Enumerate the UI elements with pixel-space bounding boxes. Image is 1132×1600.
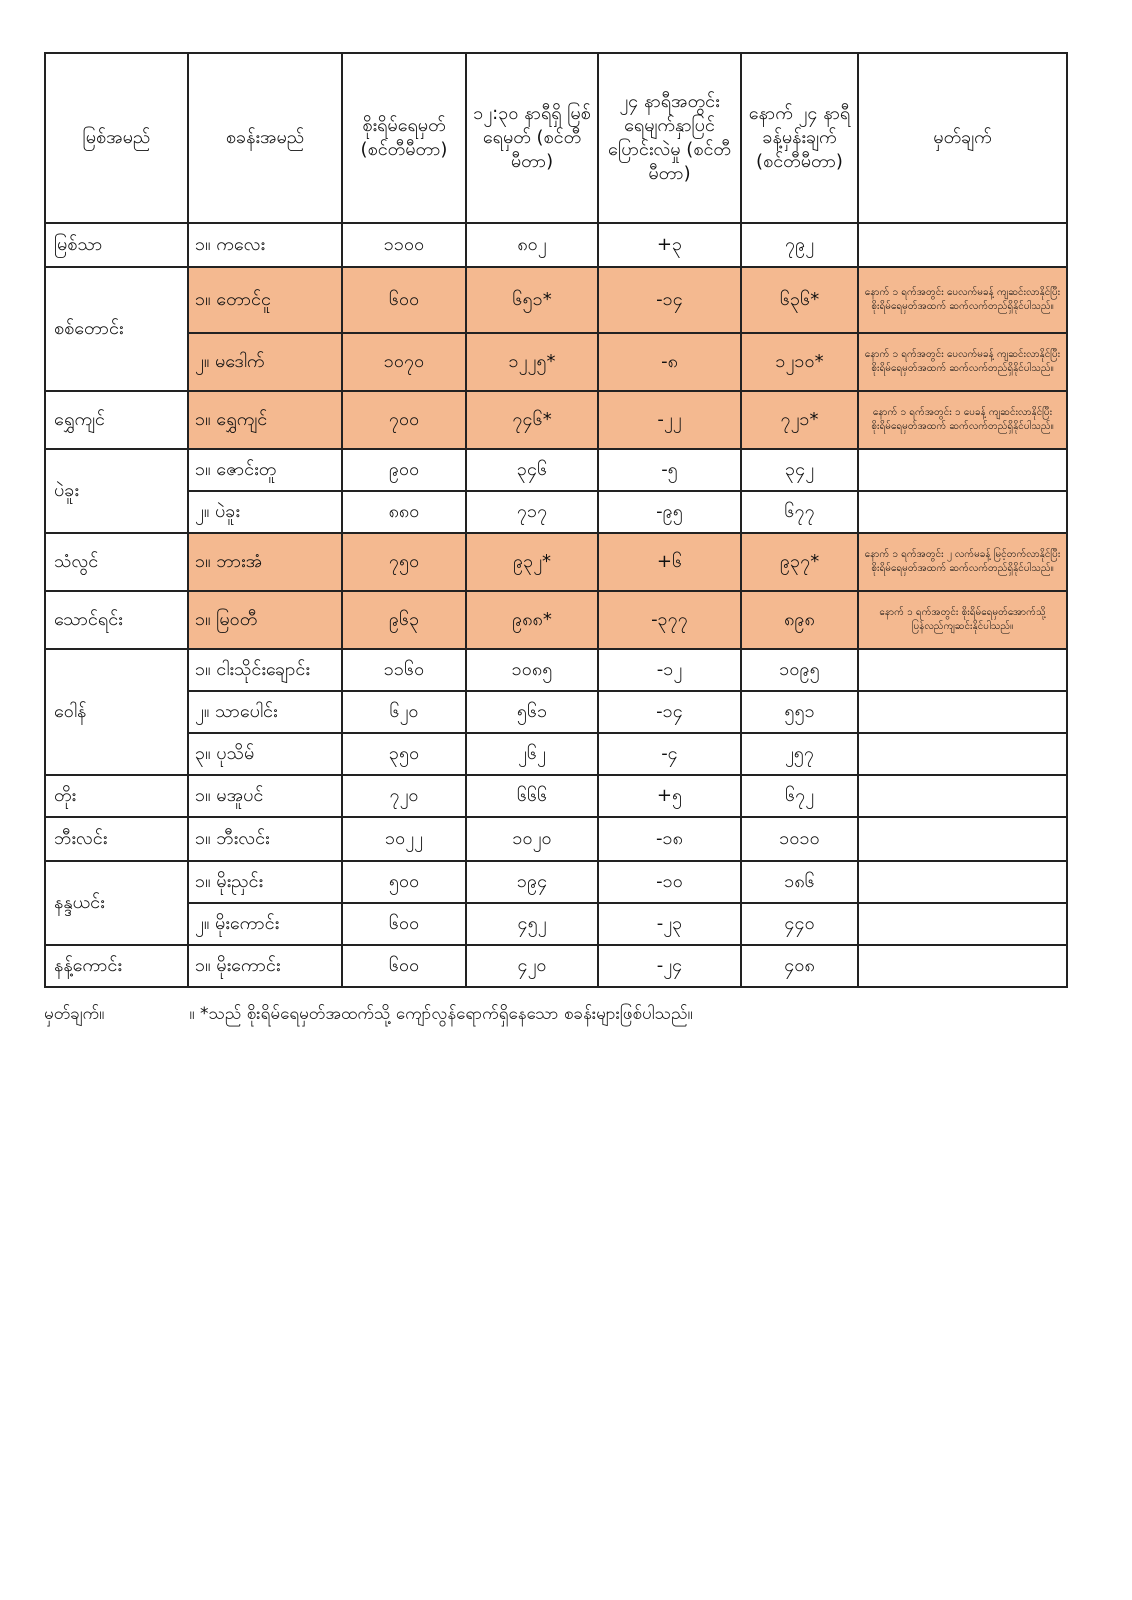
cell-danger-level: ၃၅၀ — [342, 733, 466, 775]
cell-24h-change: -၃၇၇ — [598, 591, 741, 649]
cell-forecast: ၁၈၆ — [741, 861, 858, 903]
cell-remarks — [858, 223, 1067, 267]
cell-current-level: ၁၉၄ — [466, 861, 598, 903]
cell-current-level: ၆၆၆ — [466, 775, 598, 817]
cell-24h-change: -၈ — [598, 333, 741, 391]
cell-danger-level: ၆၂၀ — [342, 691, 466, 733]
cell-remarks — [858, 449, 1067, 491]
cell-24h-change: -၂၃ — [598, 903, 741, 945]
cell-station: ၁။ ငါးသိုင်းချောင်း — [188, 649, 342, 691]
footnote-text: ။ *သည် စိုးရိမ်ရေမှတ်အထက်သို့ ကျော်လွန်ရောက်ရှိနေသော စခန်းများဖြစ်ပါသည်။ — [189, 1004, 693, 1024]
cell-forecast: ၄၀၈ — [741, 945, 858, 987]
cell-remarks — [858, 903, 1067, 945]
cell-current-level: ၉၃၂* — [466, 533, 598, 591]
table-row — [45, 945, 1067, 987]
cell-current-level: ၉၈၈* — [466, 591, 598, 649]
cell-danger-level: ၇၀၀ — [342, 391, 466, 449]
table-row — [45, 775, 1067, 817]
cell-danger-level: ၆၀၀ — [342, 945, 466, 987]
cell-station: ၃။ ပုသိမ် — [188, 733, 342, 775]
cell-current-level: ၁၂၂၅* — [466, 333, 598, 391]
cell-remarks: နောက် ၁ ရက်အတွင်း ပေ‌လက်မခန့် ကျဆင်းလာနိုင်ပြီး စိုးရိမ်ရေမှတ်အထက် ဆက်လက်တည်ရှိနိုင်ပါသည်။ — [858, 267, 1067, 333]
table-row — [45, 491, 1067, 533]
header-24h-change: ၂၄ နာရီအတွင်း ရေမျက်နှာပြင် ပြောင်းလဲမှု (စင်တီမီတာ) — [598, 53, 741, 223]
cell-forecast: ၁၀၁၀ — [741, 817, 858, 861]
cell-24h-change: -၅ — [598, 449, 741, 491]
cell-river: နန္ဒယင်း — [45, 861, 188, 945]
header-current-level: ၁၂:၃၀ နာရီရှိ မြစ်ရေမှတ် (စင်တီမီတာ) — [466, 53, 598, 223]
cell-station: ၁။ တောင်ငူ — [188, 267, 342, 333]
river-level-table — [44, 52, 1068, 988]
header-forecast: နောက် ၂၄ နာရီ ခန့်မှန်းချက် (စင်တီမီတာ) — [741, 53, 858, 223]
cell-remarks: နောက် ၁ ရက်အတွင်း ၂ လက်မခန့် မြင့်တက်လာနိုင်ပြီး စိုးရိမ်ရေမှတ်အထက် ဆက်လက်တည်ရှိနိုင်ပါသည်။ — [858, 533, 1067, 591]
cell-danger-level: ၇၂၀ — [342, 775, 466, 817]
cell-forecast: ၁၀၉၅ — [741, 649, 858, 691]
table-row — [45, 267, 1067, 333]
cell-24h-change: -၉၅ — [598, 491, 741, 533]
header-danger-level: စိုးရိမ်ရေမှတ် (စင်တီမီတာ) — [342, 53, 466, 223]
cell-24h-change: +၆ — [598, 533, 741, 591]
footnote-label: မှတ်ချက်။ — [44, 1004, 105, 1024]
cell-danger-level: ၁၀၂၂ — [342, 817, 466, 861]
cell-river: နန့်ကောင်း — [45, 945, 188, 987]
cell-forecast: ၆၇၂ — [741, 775, 858, 817]
cell-danger-level: ၅၀၀ — [342, 861, 466, 903]
cell-current-level: ၈၀၂ — [466, 223, 598, 267]
table-row — [45, 733, 1067, 775]
cell-24h-change: -၁၄ — [598, 691, 741, 733]
cell-24h-change: -၄ — [598, 733, 741, 775]
cell-station: ၁။ မိုးညှင်း — [188, 861, 342, 903]
cell-danger-level: ၆၀၀ — [342, 267, 466, 333]
cell-24h-change: -၁၈ — [598, 817, 741, 861]
cell-current-level: ၂၆၂ — [466, 733, 598, 775]
cell-river: မြစ်သာ — [45, 223, 188, 267]
cell-24h-change: -၁၀ — [598, 861, 741, 903]
table-body — [45, 223, 1067, 987]
cell-forecast: ၃၄၂ — [741, 449, 858, 491]
cell-current-level: ၃၄၆ — [466, 449, 598, 491]
header-row — [45, 53, 1067, 223]
cell-current-level: ၇၄၆* — [466, 391, 598, 449]
cell-forecast: ၆၃၆* — [741, 267, 858, 333]
cell-station: ၂။ ပဲခူး — [188, 491, 342, 533]
cell-station: ၂။ မိုးကောင်း — [188, 903, 342, 945]
header-station: စခန်းအမည် — [188, 53, 342, 223]
table-row — [45, 861, 1067, 903]
cell-forecast: ၅၅၁ — [741, 691, 858, 733]
table-row — [45, 449, 1067, 491]
cell-forecast: ၈၉၈ — [741, 591, 858, 649]
cell-forecast: ၂၅၇ — [741, 733, 858, 775]
footnote — [44, 1003, 693, 1028]
cell-forecast: ၇၂၁* — [741, 391, 858, 449]
cell-current-level: ၄၂၀ — [466, 945, 598, 987]
cell-remarks: နောက် ၁ ရက်အတွင်း ၁ ပေခန့် ကျဆင်းလာနိုင်ပြီး စိုးရိမ်ရေမှတ်အထက် ဆက်လက်တည်ရှိနိုင်ပါသည်။ — [858, 391, 1067, 449]
cell-current-level: ၆၅၁* — [466, 267, 598, 333]
cell-river: ရွှေကျင် — [45, 391, 188, 449]
cell-current-level: ၅၆၁ — [466, 691, 598, 733]
cell-river: စစ်တောင်း — [45, 267, 188, 391]
cell-station: ၁။ ဘားအံ — [188, 533, 342, 591]
cell-remarks — [858, 491, 1067, 533]
cell-danger-level: ၁၀၇၀ — [342, 333, 466, 391]
cell-current-level: ၁၀၈၅ — [466, 649, 598, 691]
cell-river: တိုး — [45, 775, 188, 817]
cell-river: သံလွင် — [45, 533, 188, 591]
cell-station: ၁။ ဘီးလင်း — [188, 817, 342, 861]
header-remarks: မှတ်ချက် — [858, 53, 1067, 223]
cell-24h-change: -၂၂ — [598, 391, 741, 449]
cell-danger-level: ၉၆၃ — [342, 591, 466, 649]
table-row — [45, 649, 1067, 691]
table-row — [45, 817, 1067, 861]
cell-24h-change: -၁၄ — [598, 267, 741, 333]
table-row — [45, 391, 1067, 449]
cell-remarks — [858, 775, 1067, 817]
cell-danger-level: ၆၀၀ — [342, 903, 466, 945]
cell-forecast: ၆၇၇ — [741, 491, 858, 533]
table-row — [45, 591, 1067, 649]
cell-forecast: ၁၂၁၀* — [741, 333, 858, 391]
cell-forecast: ၇၉၂ — [741, 223, 858, 267]
cell-station: ၁။ ကလေး — [188, 223, 342, 267]
cell-danger-level: ၁၁၆၀ — [342, 649, 466, 691]
cell-remarks — [858, 649, 1067, 691]
cell-24h-change: -၂၄ — [598, 945, 741, 987]
cell-station: ၂။ မဒေါက် — [188, 333, 342, 391]
cell-river: သောင်ရင်း — [45, 591, 188, 649]
cell-current-level: ၄၅၂ — [466, 903, 598, 945]
cell-river: ဘီးလင်း — [45, 817, 188, 861]
cell-station: ၁။ မိုးကောင်း — [188, 945, 342, 987]
cell-danger-level: ၉၀၀ — [342, 449, 466, 491]
cell-danger-level: ၈၈၀ — [342, 491, 466, 533]
table-row — [45, 533, 1067, 591]
cell-station: ၁။ မြဝတီ — [188, 591, 342, 649]
cell-remarks — [858, 861, 1067, 903]
cell-24h-change: +၅ — [598, 775, 741, 817]
cell-station: ၁။ ရွှေကျင် — [188, 391, 342, 449]
cell-station: ၂။ သာပေါင်း — [188, 691, 342, 733]
cell-remarks: နောက် ၁ ရက်အတွင်း ပေ‌လက်မခန့် ကျဆင်းလာနိုင်ပြီး စိုးရိမ်ရေမှတ်အထက် ဆက်လက်တည်ရှိနိုင်ပါသည်။ — [858, 333, 1067, 391]
cell-24h-change: +၃ — [598, 223, 741, 267]
cell-remarks — [858, 945, 1067, 987]
cell-remarks — [858, 817, 1067, 861]
cell-river: ပဲခူး — [45, 449, 188, 533]
cell-forecast: ၄၄၀ — [741, 903, 858, 945]
cell-remarks — [858, 733, 1067, 775]
cell-river: ဝေါန် — [45, 649, 188, 775]
cell-forecast: ၉၃၇* — [741, 533, 858, 591]
cell-station: ၁။ မအူပင် — [188, 775, 342, 817]
cell-current-level: ၇၁၇ — [466, 491, 598, 533]
cell-remarks: နောက် ၁ ရက်အတွင်း စိုးရိမ်ရေမှတ်အောက်သို့ ပြန်လည်ကျဆင်းနိုင်ပါသည်။ — [858, 591, 1067, 649]
table-row — [45, 333, 1067, 391]
cell-remarks — [858, 691, 1067, 733]
cell-current-level: ၁၀၂၀ — [466, 817, 598, 861]
table-row — [45, 903, 1067, 945]
cell-danger-level: ၁၁၀၀ — [342, 223, 466, 267]
cell-24h-change: -၁၂ — [598, 649, 741, 691]
cell-danger-level: ၇၅၀ — [342, 533, 466, 591]
cell-station: ၁။ ဇောင်းတူ — [188, 449, 342, 491]
table-row — [45, 223, 1067, 267]
table-row — [45, 691, 1067, 733]
header-river: မြစ်အမည် — [45, 53, 188, 223]
